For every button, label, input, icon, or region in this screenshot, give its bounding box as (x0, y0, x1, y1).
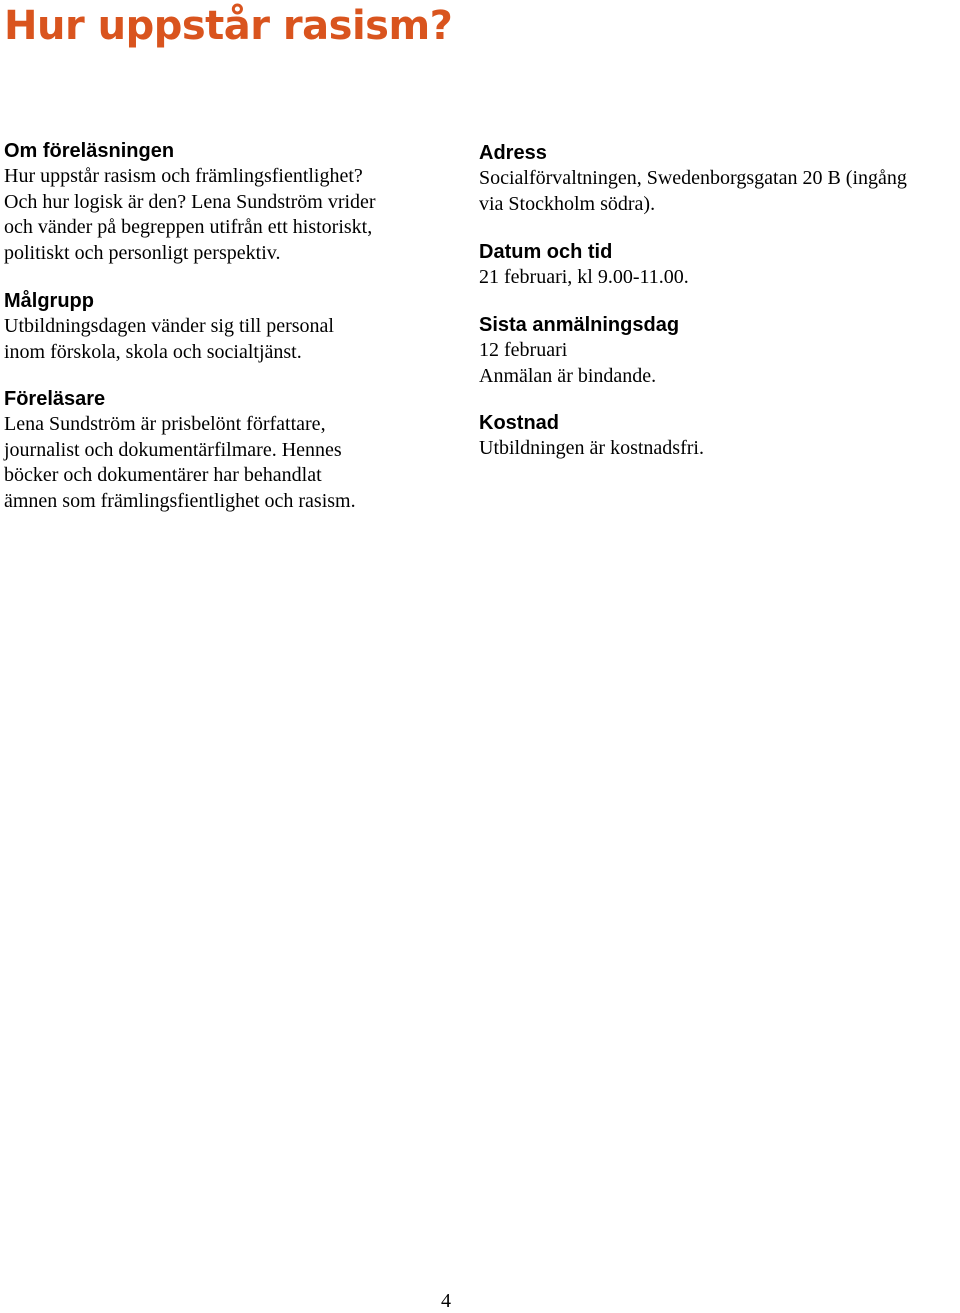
body-line: Utbildningen är kostnadsfri. (479, 437, 704, 459)
body-line: och vänder på begreppen utifrån ett historiskt, (4, 216, 373, 238)
body-line: 21 februari, kl 9.00-11.00. (479, 266, 689, 288)
section-kostnad (479, 411, 957, 462)
section-heading: Om föreläsningen (4, 140, 175, 162)
body-line: politiskt och personligt perspektiv. (4, 241, 281, 264)
body-line: via Stockholm södra). (479, 192, 656, 215)
body-line: ämnen som främlingsfientlighet och rasism. (4, 489, 356, 512)
body-line: journalist och dokumentärfilmare. Hennes (4, 438, 342, 461)
section-heading: Kostnad (479, 412, 559, 434)
section-datum-och-tid (479, 240, 957, 291)
section-heading: Datum och tid (479, 241, 613, 263)
body-line: Anmälan är bindande. (479, 364, 657, 387)
section-malgrupp (4, 289, 444, 365)
body-line: Hur uppstår rasism och främlingsfientlighet? (4, 165, 363, 187)
body-line: Och hur logisk är den? Lena Sundström vrider (4, 190, 376, 213)
body-line: Utbildningsdagen vänder sig till personal (4, 315, 334, 337)
body-line: Lena Sundström är prisbelönt författare, (4, 413, 326, 435)
section-heading: Adress (479, 142, 547, 164)
body-line: inom förskola, skola och socialtjänst. (4, 340, 302, 363)
body-line: Socialförvaltningen, Swedenborgsgatan 20 B (ingång (479, 167, 907, 189)
page-number: 4 (441, 1290, 451, 1312)
section-heading: Målgrupp (4, 290, 94, 312)
page-title: Hur uppstår rasism? (4, 3, 453, 49)
section-adress (479, 141, 957, 217)
section-heading: Föreläsare (4, 388, 106, 410)
body-line: 12 februari (479, 339, 568, 361)
section-heading: Sista anmälningsdag (479, 314, 680, 336)
section-om-forelasningen (4, 139, 444, 266)
body-line: böcker och dokumentärer har behandlat (4, 464, 322, 486)
section-sista-anmalningsdag (479, 313, 957, 389)
section-forelasare (4, 387, 444, 514)
